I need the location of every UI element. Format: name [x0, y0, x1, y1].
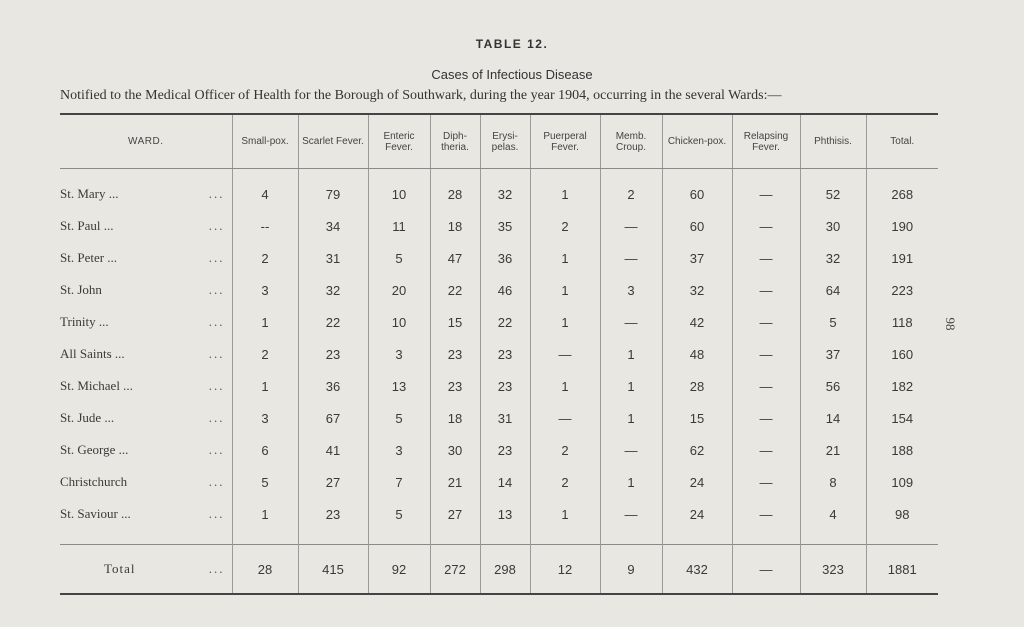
- value-cell: 18: [430, 210, 480, 242]
- value-cell: 5: [368, 498, 430, 530]
- value-cell: 24: [662, 466, 732, 498]
- value-cell: 15: [430, 306, 480, 338]
- table-subtitle: Cases of Infectious Disease: [431, 67, 593, 82]
- value-cell: 23: [480, 370, 530, 402]
- value-cell: 23: [298, 498, 368, 530]
- value-cell: 21: [800, 434, 866, 466]
- value-cell: —: [600, 242, 662, 274]
- value-cell: 1: [530, 370, 600, 402]
- table-number: TABLE 12.: [475, 37, 549, 51]
- column-header: Diph-theria.: [430, 114, 480, 169]
- leader-dots: ...: [208, 561, 225, 576]
- value-cell: —: [732, 274, 800, 306]
- spacer-cell: [298, 530, 368, 545]
- ward-name: St. George ...: [60, 442, 129, 457]
- value-cell: 1: [530, 498, 600, 530]
- ward-name: All Saints ...: [60, 346, 125, 361]
- value-cell: 79: [298, 169, 368, 211]
- value-cell: 64: [800, 274, 866, 306]
- table-row: [60, 306, 938, 338]
- table-caption: Notified to the Medical Officer of Health for the Borough of Southwark, during the year 1904, occurring in the several Wards:—: [60, 88, 782, 103]
- column-header: Small-pox.: [232, 114, 298, 169]
- value-cell: 28: [430, 169, 480, 211]
- column-header: Chicken-pox.: [662, 114, 732, 169]
- value-cell: 27: [298, 466, 368, 498]
- value-cell: 2: [530, 434, 600, 466]
- leader-dots: ...: [208, 314, 225, 329]
- value-cell: 10: [368, 169, 430, 211]
- value-cell: 12: [530, 545, 600, 595]
- value-cell: 8: [800, 466, 866, 498]
- value-cell: 52: [800, 169, 866, 211]
- table-row: [60, 169, 938, 211]
- ward-cell: [60, 210, 232, 242]
- value-cell: 223: [866, 274, 938, 306]
- total-row: [60, 545, 938, 595]
- value-cell: 23: [430, 338, 480, 370]
- value-cell: 31: [298, 242, 368, 274]
- value-cell: —: [732, 434, 800, 466]
- value-cell: 2: [232, 338, 298, 370]
- value-cell: 1: [530, 306, 600, 338]
- table-row: [60, 466, 938, 498]
- column-header: Scarlet Fever.: [298, 114, 368, 169]
- value-cell: 432: [662, 545, 732, 595]
- table-row: [60, 274, 938, 306]
- value-cell: 1: [600, 466, 662, 498]
- table-row: [60, 402, 938, 434]
- value-cell: 323: [800, 545, 866, 595]
- value-cell: 1: [232, 370, 298, 402]
- value-cell: 5: [800, 306, 866, 338]
- value-cell: 188: [866, 434, 938, 466]
- ward-name: Christchurch: [60, 474, 128, 489]
- value-cell: —: [530, 402, 600, 434]
- value-cell: 10: [368, 306, 430, 338]
- value-cell: 36: [298, 370, 368, 402]
- value-cell: 298: [480, 545, 530, 595]
- value-cell: 14: [800, 402, 866, 434]
- leader-dots: ...: [208, 282, 225, 297]
- value-cell: 3: [232, 274, 298, 306]
- value-cell: 32: [480, 169, 530, 211]
- value-cell: 13: [480, 498, 530, 530]
- spacer-cell: [368, 530, 430, 545]
- spacer-row: [60, 530, 938, 545]
- spacer-cell: [232, 530, 298, 545]
- value-cell: 1: [530, 169, 600, 211]
- value-cell: 37: [662, 242, 732, 274]
- value-cell: 1: [600, 370, 662, 402]
- leader-dots: ...: [208, 218, 225, 233]
- ward-cell: [60, 434, 232, 466]
- value-cell: --: [232, 210, 298, 242]
- value-cell: 5: [368, 242, 430, 274]
- spacer-cell: [60, 530, 232, 545]
- ward-name: St. Paul ...: [60, 218, 114, 233]
- spacer-cell: [866, 530, 938, 545]
- value-cell: 2: [232, 242, 298, 274]
- value-cell: 160: [866, 338, 938, 370]
- value-cell: 182: [866, 370, 938, 402]
- value-cell: 32: [298, 274, 368, 306]
- leader-dots: ...: [208, 442, 225, 457]
- value-cell: 60: [662, 210, 732, 242]
- value-cell: 34: [298, 210, 368, 242]
- leader-dots: ...: [208, 410, 225, 425]
- value-cell: 23: [480, 338, 530, 370]
- column-header: WARD.: [60, 114, 232, 169]
- ward-name: St. Jude ...: [60, 410, 115, 425]
- value-cell: 28: [232, 545, 298, 595]
- value-cell: —: [600, 210, 662, 242]
- spacer-cell: [430, 530, 480, 545]
- ward-cell: [60, 402, 232, 434]
- value-cell: 62: [662, 434, 732, 466]
- value-cell: 118: [866, 306, 938, 338]
- column-header: Total.: [866, 114, 938, 169]
- leader-dots: ...: [208, 250, 225, 265]
- value-cell: 56: [800, 370, 866, 402]
- value-cell: 46: [480, 274, 530, 306]
- value-cell: 13: [368, 370, 430, 402]
- value-cell: 1: [600, 402, 662, 434]
- ward-name: St. Mary ...: [60, 186, 119, 201]
- value-cell: 48: [662, 338, 732, 370]
- value-cell: —: [732, 498, 800, 530]
- ward-name: Total: [104, 561, 136, 576]
- ward-cell: [60, 498, 232, 530]
- ward-name: St. John: [60, 282, 102, 297]
- value-cell: 35: [480, 210, 530, 242]
- column-header: Enteric Fever.: [368, 114, 430, 169]
- value-cell: 92: [368, 545, 430, 595]
- value-cell: 32: [662, 274, 732, 306]
- value-cell: 9: [600, 545, 662, 595]
- spacer-cell: [480, 530, 530, 545]
- spacer-cell: [662, 530, 732, 545]
- value-cell: 42: [662, 306, 732, 338]
- value-cell: 30: [800, 210, 866, 242]
- value-cell: 24: [662, 498, 732, 530]
- value-cell: 14: [480, 466, 530, 498]
- value-cell: —: [600, 498, 662, 530]
- value-cell: 21: [430, 466, 480, 498]
- spacer-cell: [600, 530, 662, 545]
- value-cell: 2: [530, 466, 600, 498]
- value-cell: 15: [662, 402, 732, 434]
- ward-name: St. Michael ...: [60, 378, 133, 393]
- value-cell: 60: [662, 169, 732, 211]
- spacer-cell: [732, 530, 800, 545]
- ward-cell: [60, 242, 232, 274]
- header-row: [60, 114, 938, 169]
- value-cell: 22: [430, 274, 480, 306]
- value-cell: 31: [480, 402, 530, 434]
- value-cell: 27: [430, 498, 480, 530]
- value-cell: 3: [232, 402, 298, 434]
- table-row: [60, 434, 938, 466]
- ward-name: St. Peter ...: [60, 250, 118, 265]
- value-cell: 23: [480, 434, 530, 466]
- ward-name: Trinity ...: [60, 314, 109, 329]
- value-cell: —: [732, 545, 800, 595]
- value-cell: 28: [662, 370, 732, 402]
- leader-dots: ...: [208, 474, 225, 489]
- value-cell: 1: [600, 338, 662, 370]
- table-row: [60, 210, 938, 242]
- value-cell: 20: [368, 274, 430, 306]
- value-cell: 67: [298, 402, 368, 434]
- leader-dots: ...: [208, 506, 225, 521]
- column-header: Memb. Croup.: [600, 114, 662, 169]
- value-cell: 109: [866, 466, 938, 498]
- value-cell: 23: [430, 370, 480, 402]
- value-cell: 154: [866, 402, 938, 434]
- table-row: [60, 370, 938, 402]
- value-cell: 1: [232, 498, 298, 530]
- column-header: Erysi-pelas.: [480, 114, 530, 169]
- value-cell: 4: [232, 169, 298, 211]
- leader-dots: ...: [208, 378, 225, 393]
- value-cell: —: [530, 338, 600, 370]
- value-cell: —: [732, 402, 800, 434]
- value-cell: —: [732, 210, 800, 242]
- value-cell: 1: [530, 274, 600, 306]
- value-cell: —: [732, 338, 800, 370]
- value-cell: 22: [298, 306, 368, 338]
- value-cell: 41: [298, 434, 368, 466]
- value-cell: 11: [368, 210, 430, 242]
- column-header: Relapsing Fever.: [732, 114, 800, 169]
- value-cell: 190: [866, 210, 938, 242]
- column-header: Phthisis.: [800, 114, 866, 169]
- value-cell: —: [732, 370, 800, 402]
- value-cell: 36: [480, 242, 530, 274]
- value-cell: 37: [800, 338, 866, 370]
- value-cell: 272: [430, 545, 480, 595]
- side-page-number: 98: [943, 317, 958, 331]
- ward-cell: [60, 370, 232, 402]
- value-cell: 268: [866, 169, 938, 211]
- value-cell: —: [732, 169, 800, 211]
- ward-cell: [60, 169, 232, 211]
- value-cell: 3: [368, 434, 430, 466]
- ward-cell: [60, 306, 232, 338]
- value-cell: 98: [866, 498, 938, 530]
- spacer-cell: [800, 530, 866, 545]
- value-cell: 4: [800, 498, 866, 530]
- value-cell: —: [600, 434, 662, 466]
- table-row: [60, 338, 938, 370]
- value-cell: 415: [298, 545, 368, 595]
- value-cell: 1: [530, 242, 600, 274]
- ward-cell: [60, 466, 232, 498]
- column-header: Puerperal Fever.: [530, 114, 600, 169]
- value-cell: 1881: [866, 545, 938, 595]
- table-row: [60, 498, 938, 530]
- value-cell: 3: [368, 338, 430, 370]
- value-cell: 6: [232, 434, 298, 466]
- ward-name: St. Saviour ...: [60, 506, 131, 521]
- ward-cell: [60, 274, 232, 306]
- value-cell: 47: [430, 242, 480, 274]
- value-cell: 1: [232, 306, 298, 338]
- value-cell: 5: [368, 402, 430, 434]
- leader-dots: ...: [208, 186, 225, 201]
- ward-cell: [60, 338, 232, 370]
- value-cell: —: [732, 466, 800, 498]
- value-cell: 22: [480, 306, 530, 338]
- value-cell: —: [732, 242, 800, 274]
- leader-dots: ...: [208, 346, 225, 361]
- value-cell: 23: [298, 338, 368, 370]
- infectious-disease-table: [60, 113, 938, 595]
- value-cell: 2: [600, 169, 662, 211]
- value-cell: 3: [600, 274, 662, 306]
- value-cell: 5: [232, 466, 298, 498]
- value-cell: 18: [430, 402, 480, 434]
- ward-cell: [60, 545, 232, 595]
- value-cell: —: [600, 306, 662, 338]
- value-cell: 2: [530, 210, 600, 242]
- spacer-cell: [530, 530, 600, 545]
- value-cell: 30: [430, 434, 480, 466]
- value-cell: 7: [368, 466, 430, 498]
- value-cell: —: [732, 306, 800, 338]
- value-cell: 32: [800, 242, 866, 274]
- table-row: [60, 242, 938, 274]
- value-cell: 191: [866, 242, 938, 274]
